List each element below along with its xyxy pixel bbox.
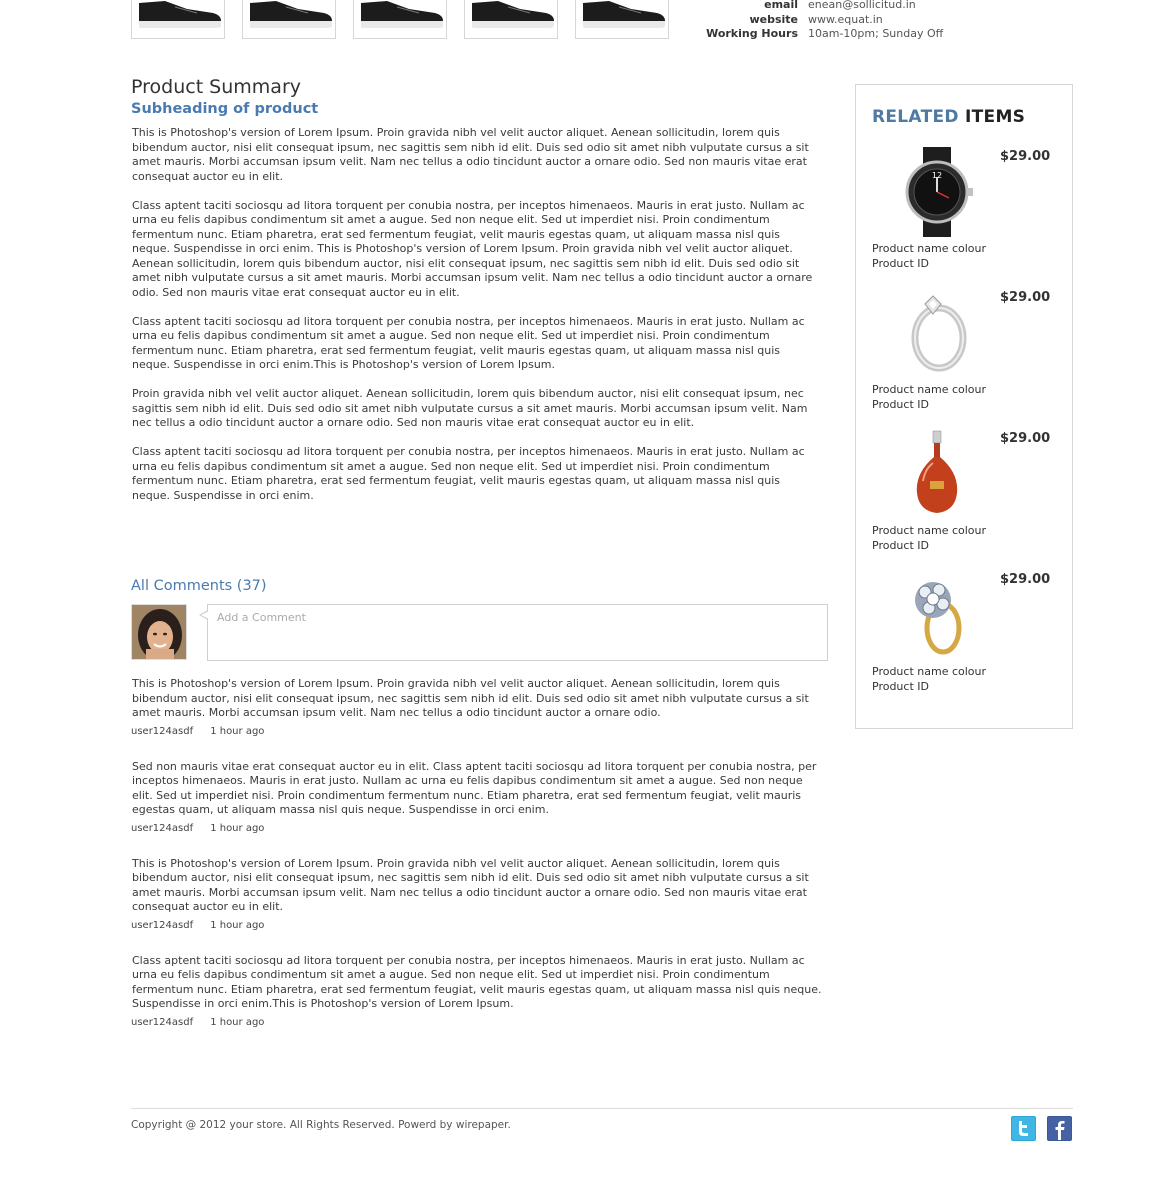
comment-user[interactable]: user124asdf (131, 725, 194, 737)
related-item-price: $29.00 (1000, 290, 1051, 305)
comment-item (131, 677, 823, 737)
page-title: Product Summary (131, 76, 301, 98)
ring-icon (897, 288, 977, 378)
comment-time: 1 hour ago (210, 919, 265, 931)
related-item-price: $29.00 (1000, 149, 1051, 164)
sneaker-thumbnail-icon (135, 0, 223, 29)
sneaker-thumbnail-icon (246, 0, 334, 29)
comment-text: This is Photoshop's version of Lorem Ipsum. Proin gravida nibh vel velit auctor aliquet. Aenean sollicitudin, lorem quis bibendum auctor, nisi elit consequat ipsum, nec sagittis sem nibh id elit. Duis sed odio sit amet nibh vulputate cursus a sit amet mauris. Morbi accumsan ipsum velit. Nam nec tellus a odio tincidunt auctor a ornare odio. (132, 677, 809, 719)
svg-text:12: 12 (931, 171, 943, 180)
summary-paragraph: Class aptent taciti sociosqu ad litora torquent per conubia nostra, per inceptos himenaeos. Mauris in erat justo. Nullam ac urna eu felis dapibus condimentum sit amet a augue. Sed non neque elit. Sed ut imperdiet nisi. Proin condimentum fermentum nunc. Etiam pharetra, erat sed fermentum feugiat, velit mauris egestas quam, ut aliquam massa nisl quis neque. Suspendisse in orci enim. (132, 445, 805, 502)
related-item[interactable] (872, 570, 1062, 700)
email-label: email (764, 0, 798, 11)
sneaker-thumbnail-icon (468, 0, 556, 29)
comment-meta (131, 1017, 823, 1028)
comments-title[interactable]: All Comments (37) (131, 578, 267, 594)
related-item-id: Product ID (872, 539, 929, 552)
related-item-id: Product ID (872, 398, 929, 411)
copyright: Copyright @ 2012 your store. All Rights Reserved. Powerd by wirepaper. (131, 1119, 511, 1131)
hours-value: 10am-10pm; Sunday Off (808, 27, 944, 40)
comment-time: 1 hour ago (210, 725, 265, 737)
contact-email-row (700, 0, 943, 13)
comment-text: This is Photoshop's version of Lorem Ipsum. Proin gravida nibh vel velit auctor aliquet. Aenean sollicitudin, lorem quis bibendum auctor, nisi elit consequat ipsum, nec sagittis sem nibh id elit. Duis sed odio sit amet nibh vulputate cursus a sit amet mauris. Morbi accumsan ipsum velit. Nam nec tellus a odio tincidunt auctor a ornare odio. Sed non mauris vitae erat consequat auctor eu in elit. (132, 856, 809, 913)
related-item[interactable] (872, 147, 1062, 277)
comment-item (131, 760, 823, 834)
comment-user[interactable]: user124asdf (131, 919, 194, 931)
comment-time: 1 hour ago (210, 822, 265, 834)
twitter-button[interactable] (1011, 1116, 1036, 1141)
related-item-price: $29.00 (1000, 431, 1051, 446)
related-item-price: $29.00 (1000, 572, 1051, 587)
email-value[interactable]: enean@sollicitud.in (808, 0, 916, 11)
page-subtitle: Subheading of product (131, 101, 319, 117)
summary-paragraph: This is Photoshop's version of Lorem Ipsum. Proin gravida nibh vel velit auctor aliquet. Aenean sollicitudin, lorem quis bibendum auctor, nisi elit consequat ipsum, nec sagittis sem nibh id elit. Duis sed odio sit amet nibh vulputate cursus a sit amet mauris. Morbi accumsan ipsum velit. Nam nec tellus a odio tincidunt auctor a ornare odio. Sed non mauris vitae erat consequat auctor eu in elit. (132, 126, 809, 183)
comment-meta (131, 823, 823, 834)
facebook-icon (1047, 1116, 1072, 1141)
related-item-name[interactable]: Product name colour (872, 383, 987, 396)
thumbnail-strip (131, 0, 669, 39)
comment-box (207, 604, 828, 661)
comment-user[interactable]: user124asdf (131, 1016, 194, 1028)
sneaker-thumbnail-icon (579, 0, 667, 29)
thumbnail-2[interactable] (242, 0, 336, 39)
facebook-button[interactable] (1047, 1116, 1072, 1141)
thumbnail-3[interactable] (353, 0, 447, 39)
comment-meta (131, 726, 823, 737)
hours-label: Working Hours (706, 27, 798, 40)
summary-body (131, 126, 821, 503)
related-item[interactable] (872, 429, 1062, 559)
comment-text: Sed non mauris vitae erat consequat auctor eu in elit. Class aptent taciti sociosqu ad litora torquent per conubia nostra, per inceptos himenaeos. Mauris in erat justo. Nullam ac urna eu felis dapibus condimentum sit amet a augue. Sed non neque elit. Sed ut imperdiet nisi. Proin condimentum fermentum nunc. Etiam pharetra, erat sed fermentum feugiat, velit mauris egestas quam, ut aliquam massa nisl quis neque. Suspendisse in orci enim. (132, 759, 817, 816)
summary-paragraph: Proin gravida nibh vel velit auctor aliquet. Aenean sollicitudin, lorem quis bibendum auctor, nisi elit consequat ipsum, nec sagittis sem nibh id elit. Duis sed odio sit amet nibh vulputate cursus a sit amet mauris. Morbi accumsan ipsum velit. Nam nec tellus a odio tincidunt auctor a ornare odio. Sed non mauris vitae erat consequat auctor eu in elit. (132, 387, 808, 429)
comment-user[interactable]: user124asdf (131, 822, 194, 834)
comment-input[interactable] (208, 605, 827, 660)
related-title-accent: RELATED (872, 107, 959, 127)
avatar (131, 604, 187, 660)
contact-hours-row (700, 27, 943, 42)
comment-form (131, 604, 828, 662)
comment-meta (131, 920, 823, 931)
related-item-id: Product ID (872, 257, 929, 270)
website-value[interactable]: www.equat.in (808, 12, 883, 26)
comment-list (131, 677, 823, 1051)
comment-item (131, 857, 823, 931)
related-item-id: Product ID (872, 680, 929, 693)
thumbnail-1[interactable] (131, 0, 225, 39)
diamond-ring-icon (897, 570, 977, 660)
website-label: website (749, 12, 798, 26)
summary-paragraph: Class aptent taciti sociosqu ad litora torquent per conubia nostra, per inceptos himenaeos. Mauris in erat justo. Nullam ac urna eu felis dapibus condimentum sit amet a augue. Sed non neque elit. Sed ut imperdiet nisi. Proin condimentum fermentum nunc. Etiam pharetra, erat sed fermentum feugiat, velit mauris egestas quam, ut aliquam massa nisl quis neque. Suspendisse in orci enim.This is Photoshop's version of Lorem Ipsum. (132, 314, 805, 371)
watch-icon (897, 147, 977, 237)
related-item-name[interactable]: Product name colour (872, 524, 987, 537)
thumbnail-4[interactable] (464, 0, 558, 39)
comment-text: Class aptent taciti sociosqu ad litora torquent per conubia nostra, per inceptos himenaeos. Mauris in erat justo. Nullam ac urna eu felis dapibus condimentum sit amet a augue. Sed non neque elit. Sed ut imperdiet nisi. Proin condimentum fermentum nunc. Etiam pharetra, erat sed fermentum feugiat, velit mauris egestas quam, ut aliquam massa nisl quis neque. Suspendisse in orci enim.This is Photoshop's version of Lorem Ipsum. (132, 953, 822, 1010)
user-avatar-icon (132, 605, 187, 660)
summary-paragraph: Class aptent taciti sociosqu ad litora torquent per conubia nostra, per inceptos himenaeos. Mauris in erat justo. Nullam ac urna eu felis dapibus condimentum sit amet a augue. Sed non neque elit. Sed ut imperdiet nisi. Proin condimentum fermentum nunc. Etiam pharetra, erat sed fermentum feugiat, velit mauris egestas quam, ut aliquam massa nisl quis neque. Suspendisse in orci enim. This is Photoshop's version of Lorem Ipsum. Proin gravida nibh vel velit auctor aliquet. Aenean sollicitudin, lorem quis bibendum auctor, nisi elit consequat ipsum, nec sagittis sem nibh id elit. Duis sed odio sit amet nibh vulputate cursus a sit amet mauris. Morbi accumsan ipsum velit. Nam nec tellus a odio tincidunt auctor a ornare odio. Sed non mauris vitae erat consequat auctor eu in elit. (132, 198, 813, 299)
contact-info (700, 0, 943, 42)
comment-time: 1 hour ago (210, 1016, 265, 1028)
related-item-name[interactable]: Product name colour (872, 665, 987, 678)
related-item-name[interactable]: Product name colour (872, 242, 987, 255)
bottle-icon (897, 429, 977, 519)
contact-website-row (700, 13, 943, 28)
related-items-title (872, 107, 1025, 127)
footer-divider (131, 1108, 1073, 1109)
twitter-icon (1011, 1116, 1036, 1141)
related-item[interactable] (872, 288, 1062, 418)
thumbnail-5[interactable] (575, 0, 669, 39)
sneaker-thumbnail-icon (357, 0, 445, 29)
related-title-rest: ITEMS (965, 107, 1026, 127)
product-summary (131, 76, 821, 518)
related-items-panel (855, 84, 1073, 729)
comment-item (131, 954, 823, 1028)
